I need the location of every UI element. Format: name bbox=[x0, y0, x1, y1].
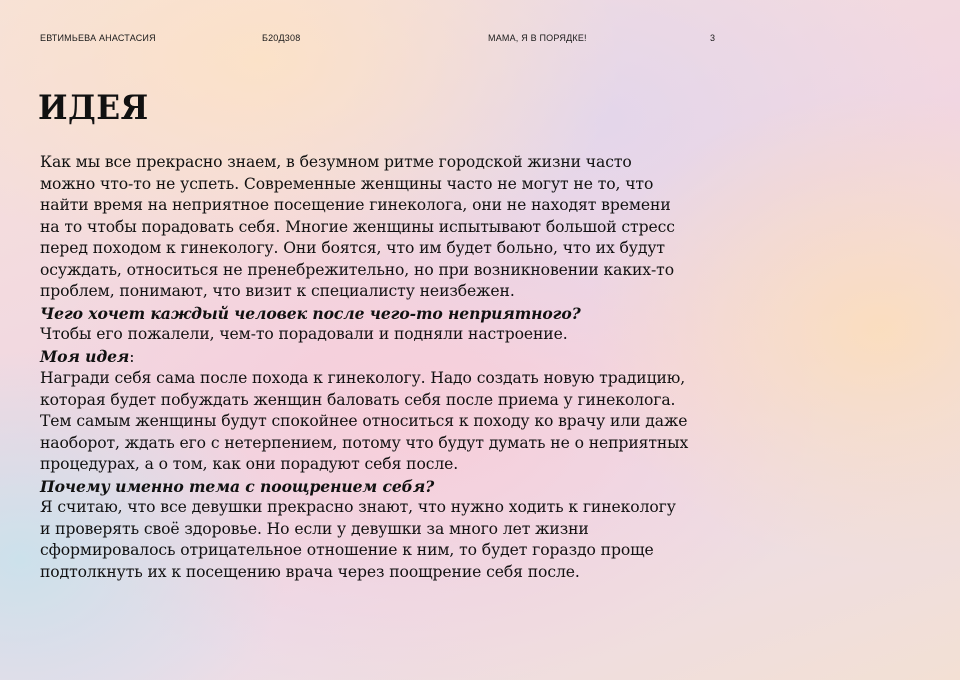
question-heading-1: Чего хочет каждый человек после чего-то неприятного? bbox=[40, 303, 581, 323]
answer-line-2: Я считаю, что все девушки прекрасно знают, что нужно ходить к гинекологу bbox=[40, 498, 676, 516]
idea-label: Моя идея bbox=[40, 346, 130, 366]
intro-line: проблем, понимают, что визит к специалисту неизбежен. bbox=[40, 282, 515, 300]
answer-line-2: подтолкнуть их к посещению врача через поощрение себя после. bbox=[40, 562, 580, 581]
header-page-number: 3 bbox=[710, 33, 716, 43]
intro-line: на то чтобы порадовать себя. Многие женщины испытывают большой стресс bbox=[40, 217, 675, 236]
page-header bbox=[0, 33, 960, 45]
intro-line: перед походом к гинекологу. Они боятся, что им будет больно, что их будут bbox=[40, 239, 665, 257]
header-author: ЕВТИМЬЕВА АНАСТАСИЯ bbox=[40, 33, 156, 43]
intro-line: можно что-то не успеть. Современные женщины часто не могут не то, что bbox=[40, 174, 654, 193]
answer-line-2: и проверять своё здоровье. Но если у девушки за много лет жизни bbox=[40, 519, 589, 538]
idea-line: которая будет побуждать женщин баловать себя после приема у гинеколога. bbox=[40, 390, 676, 409]
body-text bbox=[40, 152, 700, 583]
answer-line-2: сформировалось отрицательное отношение к ним, то будет гораздо проще bbox=[40, 541, 654, 559]
question-heading-2: Почему именно тема с поощрением себя? bbox=[40, 476, 435, 496]
idea-line: Награди себя сама после похода к гинекологу. Надо создать новую традицию, bbox=[40, 369, 686, 387]
page-title: ИДЕЯ bbox=[38, 88, 149, 128]
idea-line: Тем самым женщины будут спокойнее относиться к походу ко врачу или даже bbox=[40, 412, 688, 430]
idea-line: процедурах, а о том, как они порадуют себя после. bbox=[40, 455, 459, 473]
idea-line: наоборот, ждать его с нетерпением, потому что будут думать не о неприятных bbox=[40, 433, 689, 452]
intro-line: осуждать, относиться не пренебрежительно, но при возникновении каких-то bbox=[40, 260, 674, 279]
answer-line-1: Чтобы его пожалели, чем-то порадовали и подняли настроение. bbox=[40, 325, 568, 343]
intro-line: найти время на неприятное посещение гинеколога, они не находят времени bbox=[40, 196, 671, 214]
header-project-title: МАМА, Я В ПОРЯДКЕ! bbox=[488, 33, 587, 43]
idea-colon: : bbox=[129, 347, 135, 366]
intro-line: Как мы все прекрасно знаем, в безумном ритме городской жизни часто bbox=[40, 153, 632, 171]
idea-heading bbox=[40, 346, 700, 369]
header-group-code: Б20Д308 bbox=[262, 33, 301, 43]
